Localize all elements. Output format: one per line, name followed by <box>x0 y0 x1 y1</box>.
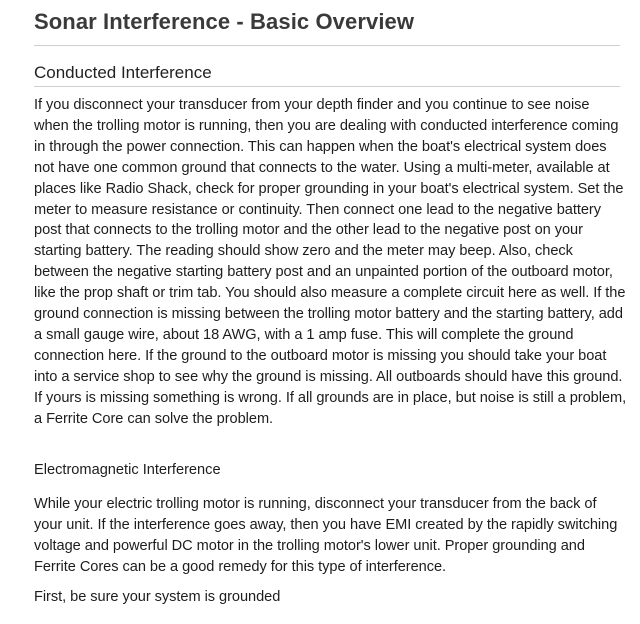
section-heading-electromagnetic: Electromagnetic Interference <box>34 462 221 478</box>
section-divider <box>34 86 620 87</box>
section-heading-conducted: Conducted Interference <box>34 63 212 82</box>
page-title: Sonar Interference - Basic Overview <box>34 9 415 34</box>
electromagnetic-paragraph: While your electric trolling motor is running, disconnect your transducer from the back of your unit. If the interference goes away, then you have EMI created by the rapidly switching voltage and powerful DC motor in the trolling motor's lower unit. Proper grounding and Ferrite Cores can be a good remedy for this type of interference. <box>34 496 618 575</box>
grounding-intro-text: First, be sure your system is grounded <box>34 589 281 605</box>
title-divider <box>34 45 620 46</box>
conducted-paragraph: If you disconnect your transducer from your depth finder and you continue to see noise when the trolling motor is running, then you are dealing with conducted interference coming in through the power connection. This can happen when the boat's electrical system does not have one common ground that connects to the water. Using a multi-meter, available at places like Radio Shack, check for proper grounding in your boat's electrical system. Set the meter to measure resistance or continuity. Then connect one lead to the negative battery post that connects to the trolling motor and the other lead to the negative post on your starting battery. The reading should show zero and the meter may beep. Also, check between the negative starting battery post and an unpainted portion of the outboard motor, like the prop shaft or trim tab. You should also measure a complete circuit here as well. If the ground connection is missing between the trolling motor battery and the starting battery, add a small gauge wire, about 18 AWG, with a 1 amp fuse. This will complete the ground connection here. If the ground to the outboard motor is missing you should take your boat into a service shop to see why the ground is missing. All outboards should have this ground. If yours is missing something is wrong. If all grounds are in place, but noise is still a problem, a Ferrite Core can solve the problem. <box>34 97 627 427</box>
